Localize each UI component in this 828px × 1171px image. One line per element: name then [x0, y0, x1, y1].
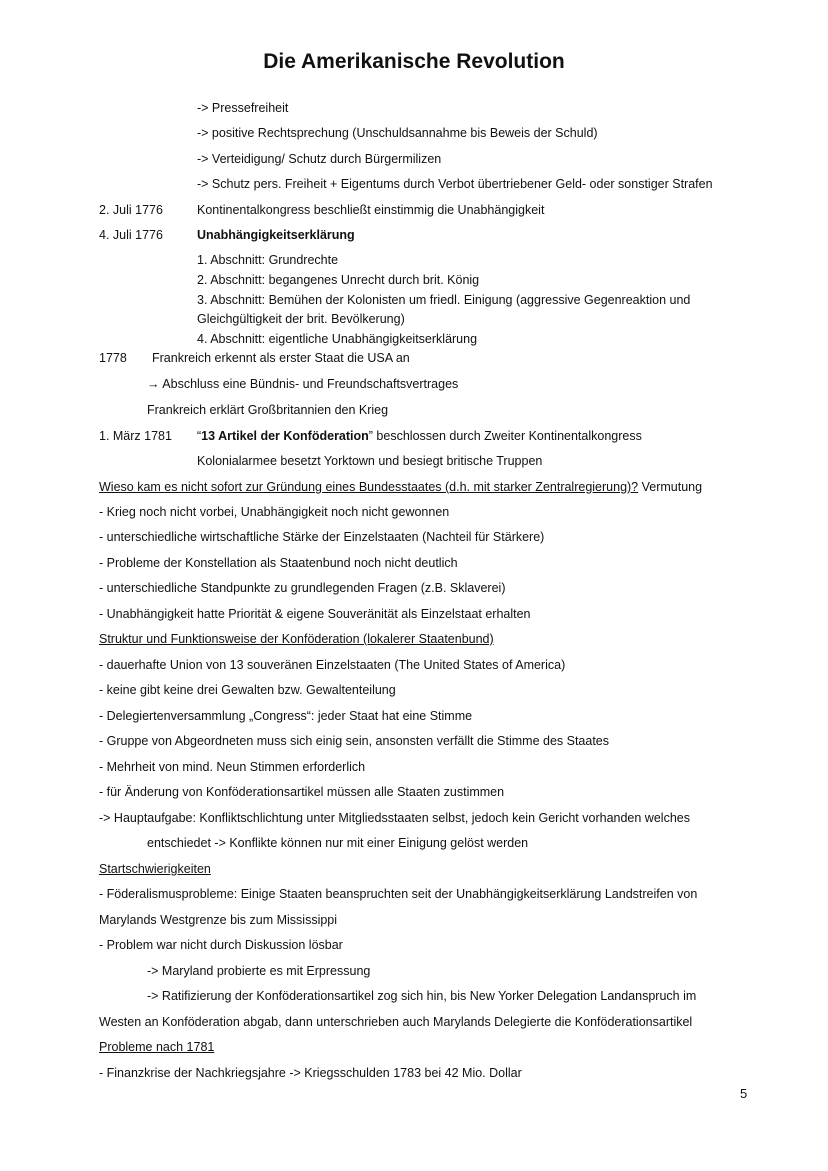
why-heading-tail: Vermutung	[638, 480, 703, 494]
section-heading: Probleme nach 1781	[99, 1040, 215, 1054]
list-item: - dauerhafte Union von 13 souveränen Einzelstaaten (The United States of America)	[99, 658, 566, 672]
event-text: Unabhängigkeitserklärung	[197, 228, 355, 242]
list-item: - unterschiedliche wirtschaftliche Stärke der Einzelstaaten (Nachteil für Stärkere)	[99, 530, 545, 544]
articles-title: 13 Artikel der Konföderation	[201, 429, 369, 443]
section-item: 3. Abschnitt: Bemühen der Kolonisten um friedl. Einigung (aggressive Gegenreaktion und	[197, 293, 691, 307]
event-date: 2. Juli 1776	[99, 203, 163, 217]
list-item: - Unabhängigkeit hatte Priorität & eigene Souveränität als Einzelstaat erhalten	[99, 607, 531, 621]
list-item: - für Änderung von Konföderationsartikel müssen alle Staaten zustimmen	[99, 785, 505, 799]
list-item: - keine gibt keine drei Gewalten bzw. Gewaltenteilung	[99, 683, 396, 697]
section-heading: Startschwierigkeiten	[99, 862, 211, 876]
event-text-rest: ” beschlossen durch Zweiter Kontinentalkongress	[368, 429, 642, 443]
list-item: - Gruppe von Abgeordneten muss sich einig sein, ansonsten verfällt die Stimme des Staates	[99, 734, 610, 748]
list-item: -> Ratifizierung der Konföderationsartikel zog sich hin, bis New Yorker Delegation Landanspruch im	[147, 989, 697, 1003]
list-item: -> Maryland probierte es mit Erpressung	[147, 964, 371, 978]
rights-item: -> Pressefreiheit	[197, 101, 289, 115]
section-item: Gleichgültigkeit der brit. Bevölkerung)	[197, 312, 405, 326]
event-text: Frankreich erklärt Großbritannien den Krieg	[147, 403, 389, 417]
list-item: - Föderalismusprobleme: Einige Staaten beanspruchten seit der Unabhängigkeitserklärung Landstreifen von	[99, 887, 698, 901]
event-date: 1778	[99, 351, 127, 365]
page-title: Die Amerikanische Revolution	[263, 50, 565, 73]
section-heading	[99, 479, 702, 495]
rights-item: -> positive Rechtsprechung (Unschuldsannahme bis Beweis der Schuld)	[197, 126, 598, 140]
list-item: - Problem war nicht durch Diskussion lösbar	[99, 938, 343, 952]
rights-item: -> Schutz pers. Freiheit + Eigentums durch Verbot übertriebener Geld- oder sonstiger Strafen	[197, 177, 713, 191]
event-text: → Abschluss eine Bündnis- und Freundschaftsvertrages	[147, 377, 459, 391]
event-text	[197, 428, 642, 444]
list-item: Marylands Westgrenze bis zum Mississippi	[99, 913, 338, 927]
event-date: 4. Juli 1776	[99, 228, 163, 242]
why-heading: Wieso kam es nicht sofort zur Gründung eines Bundesstaates (d.h. mit starker Zentralregierung)?	[99, 480, 639, 494]
event-date: 1. März 1781	[99, 429, 172, 443]
event-text: Kontinentalkongress beschließt einstimmig die Unabhängigkeit	[197, 203, 545, 217]
section-item: 4. Abschnitt: eigentliche Unabhängigkeitserklärung	[197, 332, 478, 346]
list-item: - Finanzkrise der Nachkriegsjahre -> Kriegsschulden 1783 bei 42 Mio. Dollar	[99, 1066, 522, 1080]
list-item: -> Hauptaufgabe: Konfliktschlichtung unter Mitgliedsstaaten selbst, jedoch kein Gericht vorhanden welches	[99, 811, 690, 825]
section-heading: Struktur und Funktionsweise der Konföderation (lokalerer Staatenbund)	[99, 632, 494, 646]
event-text: Kolonialarmee besetzt Yorktown und besiegt britische Truppen	[197, 454, 543, 468]
list-item: - Mehrheit von mind. Neun Stimmen erforderlich	[99, 760, 366, 774]
rights-item: -> Verteidigung/ Schutz durch Bürgermilizen	[197, 152, 442, 166]
list-item: - Krieg noch nicht vorbei, Unabhängigkeit noch nicht gewonnen	[99, 505, 450, 519]
list-item: - Probleme der Konstellation als Staatenbund noch nicht deutlich	[99, 556, 458, 570]
event-text: Frankreich erkennt als erster Staat die USA an	[152, 351, 410, 365]
list-item: entschiedet -> Konflikte können nur mit einer Einigung gelöst werden	[147, 836, 529, 850]
list-item: - unterschiedliche Standpunkte zu grundlegenden Fragen (z.B. Sklaverei)	[99, 581, 506, 595]
section-item: 1. Abschnitt: Grundrechte	[197, 253, 339, 267]
list-item: - Delegiertenversammlung „Congress“: jeder Staat hat eine Stimme	[99, 709, 473, 723]
quote-open: “	[197, 429, 202, 443]
list-item: Westen an Konföderation abgab, dann unterschrieben auch Marylands Delegierte die Konföderationsartikel	[99, 1015, 693, 1029]
section-item: 2. Abschnitt: begangenes Unrecht durch brit. König	[197, 273, 480, 287]
page-number: 5	[740, 1086, 748, 1101]
